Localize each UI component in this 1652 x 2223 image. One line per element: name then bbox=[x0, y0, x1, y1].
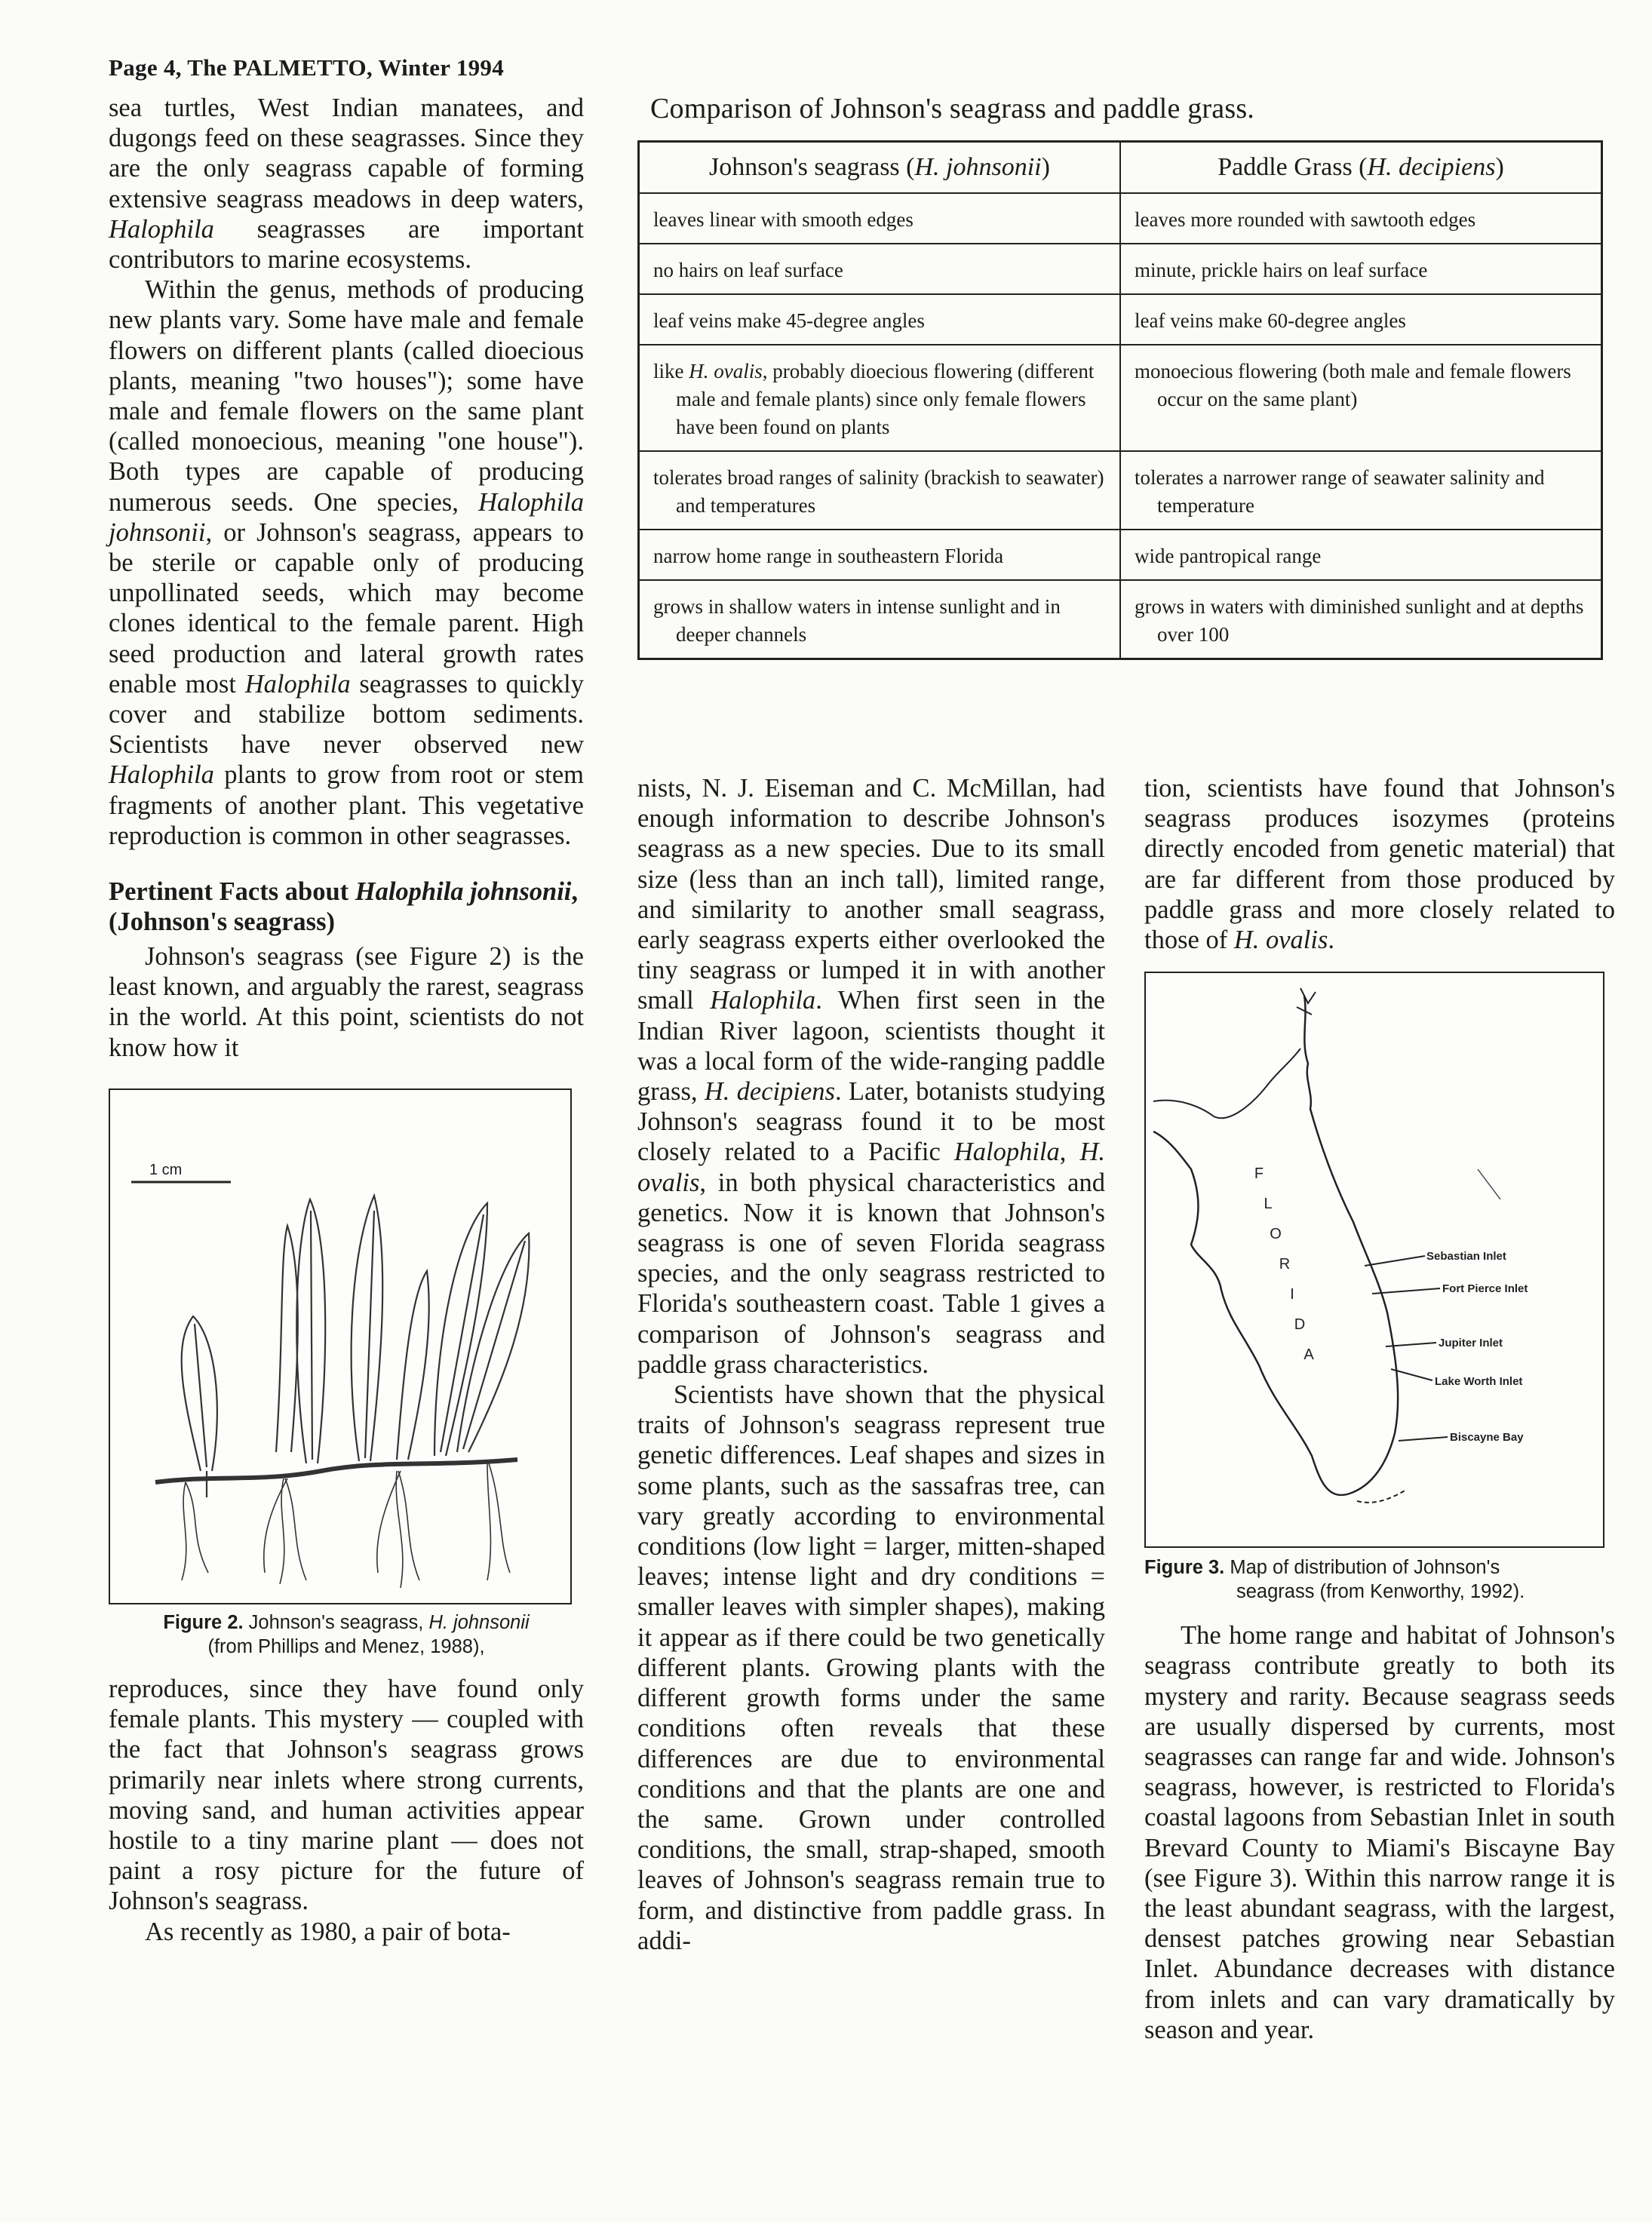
scale-bar-label: 1 cm bbox=[149, 1161, 183, 1178]
map-label-jupiter-inlet: Jupiter Inlet bbox=[1439, 1337, 1503, 1350]
map-letter: L bbox=[1264, 1196, 1273, 1213]
map-letter: A bbox=[1303, 1346, 1314, 1364]
table-cell: tolerates a narrower range of seawater salinity and temperature bbox=[1120, 451, 1602, 530]
table-cell: grows in shallow waters in intense sunlight and in deeper channels bbox=[639, 580, 1121, 659]
table-cell: leaf veins make 45-degree angles bbox=[639, 294, 1121, 345]
table-cell: leaves linear with smooth edges bbox=[639, 193, 1121, 244]
column-1 bbox=[109, 93, 584, 1947]
section-heading: Pertinent Facts about Halophila johnsonii, (Johnson's seagrass) bbox=[109, 877, 579, 937]
table-row bbox=[639, 294, 1602, 345]
comparison-table bbox=[637, 140, 1603, 660]
map-letter: I bbox=[1290, 1286, 1294, 1303]
figure-2-caption: Figure 2. Johnson's seagrass, H. johnsonii (from Phillips and Menez, 1988), bbox=[163, 1611, 530, 1657]
header-paddle-grass: Paddle Grass (H. decipiens) bbox=[1120, 142, 1602, 194]
paragraph: Scientists have shown that the physical traits of Johnson's seagrass represent true genetic differences. Leaf shapes and sizes in some plants, such as the sassafras tree, can vary greatly according to environmental conditions (low light = larger, mitten-shaped leaves; intense light and dry conditions = smaller leaves with simpler shapes), making it appear as if there could be two genetically different plants. Growing plants with the different growth forms under the same conditions often reveals that these differences are due to environmental conditions and that the plants are one and the same. Grown under controlled conditions, the small, strap-shaped, smooth leaves of Johnson's seagrass remain true to form, and distinctive from paddle grass. In addi- bbox=[637, 1380, 1105, 1955]
map-label-biscayne-bay: Biscayne Bay bbox=[1450, 1431, 1524, 1445]
paragraph: As recently as 1980, a pair of bota- bbox=[145, 1917, 511, 1946]
paragraph: Johnson's seagrass (see Figure 2) is the least known, and arguably the rarest, seagrass in the world. At this point, scientists do not know how it bbox=[109, 942, 584, 1062]
table-cell: wide pantropical range bbox=[1120, 530, 1602, 580]
column-2 bbox=[637, 773, 1105, 1956]
map-letter: F bbox=[1254, 1165, 1264, 1183]
column-3 bbox=[1144, 773, 1615, 2045]
paragraph: sea turtles, West Indian manatees, and dugongs feed on these seagrasses. Since they are the only seagrass capable of forming extensive seagrass meadows in deep waters, Halophila seagrasses are important contributors to marine ecosystems. bbox=[109, 94, 584, 275]
table-title: Comparison of Johnson's seagrass and paddle grass. bbox=[650, 93, 1255, 124]
map-letter: D bbox=[1294, 1316, 1306, 1334]
figure-3-map bbox=[1144, 972, 1604, 1548]
table-header-row bbox=[639, 142, 1602, 194]
paragraph: tion, scientists have found that Johnson's seagrass produces isozymes (proteins directly encoded from genetic material) that are far different from those produced by paddle grass and more closely related to those of H. ovalis. bbox=[1144, 774, 1615, 955]
seagrass-drawing bbox=[110, 1090, 570, 1603]
table-row bbox=[639, 580, 1602, 659]
table-cell: grows in waters with diminished sunlight and at depths over 100 bbox=[1120, 580, 1602, 659]
header-johnsons-seagrass: Johnson's seagrass (H. johnsonii) bbox=[639, 142, 1121, 194]
map-letter: R bbox=[1279, 1256, 1291, 1273]
paragraph: The home range and habitat of Johnson's seagrass contribute greatly to both its mystery and rarity. Because seagrass seeds are usually dispersed by currents, most seagrasses can range far and wide. Johnson's seagrass, however, is restricted to Florida's coastal lagoons from Sebastian Inlet in south Brevard County to Miami's Biscayne Bay (see Figure 3). Within this narrow range it is the least abundant seagrass, with the largest, densest patches growing near Sebastian Inlet. Abundance decreases with distance from inlets and can vary dramatically by season and year. bbox=[1144, 1621, 1615, 2044]
paragraph: reproduces, since they have found only female plants. This mystery — coupled with the fact that Johnson's seagrass grows primarily near inlets where strong currents, moving sand, and human activities appear hostile to a tiny marine plant — does not paint a rosy picture for the future of Johnson's seagrass. bbox=[109, 1674, 584, 1916]
map-letter: O bbox=[1270, 1226, 1282, 1243]
table-cell: no hairs on leaf surface bbox=[639, 244, 1121, 294]
page-header: Page 4, The PALMETTO, Winter 1994 bbox=[109, 54, 505, 81]
map-label-fort-pierce-inlet: Fort Pierce Inlet bbox=[1442, 1282, 1528, 1296]
table-cell: narrow home range in southeastern Florida bbox=[639, 530, 1121, 580]
florida-map bbox=[1146, 973, 1603, 1546]
table-cell: like H. ovalis, probably dioecious flowering (different male and female plants) since only female flowers have been found on plants bbox=[639, 345, 1121, 451]
figure-3-caption: Figure 3. Map of distribution of Johnson's seagrass (from Kenworthy, 1992). bbox=[1144, 1557, 1525, 1603]
table-row bbox=[639, 193, 1602, 244]
table-cell: tolerates broad ranges of salinity (brackish to seawater) and temperatures bbox=[639, 451, 1121, 530]
paragraph: Within the genus, methods of producing new plants vary. Some have male and female flowers on different plants (called dioecious plants, meaning "two houses"); some have male and female flowers on the same plant (called monoecious, meaning "one house"). Both types are capable of producing numerous seeds. One species, Halophila johnsonii, or Johnson's seagrass, appears to be sterile or capable only of producing unpollinated seeds, which may become clones identical to the female parent. High seed production and lateral growth rates enable most Halophila seagrasses to quickly cover and stabilize bottom sediments. Scientists have never observed new Halophila plants to grow from root or stem fragments of another plant. This vegetative reproduction is common in other seagrasses. bbox=[109, 275, 584, 850]
table-row bbox=[639, 345, 1602, 451]
table-cell: leaf veins make 60-degree angles bbox=[1120, 294, 1602, 345]
paragraph: nists, N. J. Eiseman and C. McMillan, had enough information to describe Johnson's seagrass as a new species. Due to its small size (less than an inch tall), limited range, and similarity to another small seagrass, early seagrass experts either overlooked the tiny seagrass or lumped it in with another small Halophila. When first seen in the Indian River lagoon, scientists thought it was a local form of the wide-ranging paddle grass, H. decipiens. Later, botanists studying Johnson's seagrass found it to be most closely related to a Pacific Halophila, H. ovalis, in both physical characteristics and genetics. Now it is known that Johnson's seagrass is one of seven Florida seagrass species, and the only seagrass restricted to Florida's southeastern coast. Table 1 gives a comparison of Johnson's seagrass and paddle grass characteristics. bbox=[637, 774, 1105, 1379]
map-label-lake-worth-inlet: Lake Worth Inlet bbox=[1435, 1375, 1523, 1389]
table-cell: monoecious flowering (both male and female flowers occur on the same plant) bbox=[1120, 345, 1602, 451]
table-row bbox=[639, 530, 1602, 580]
map-label-sebastian-inlet: Sebastian Inlet bbox=[1426, 1250, 1506, 1263]
table-row bbox=[639, 451, 1602, 530]
table-row bbox=[639, 244, 1602, 294]
table-cell: minute, prickle hairs on leaf surface bbox=[1120, 244, 1602, 294]
figure-2-illustration bbox=[109, 1088, 572, 1604]
table-cell: leaves more rounded with sawtooth edges bbox=[1120, 193, 1602, 244]
